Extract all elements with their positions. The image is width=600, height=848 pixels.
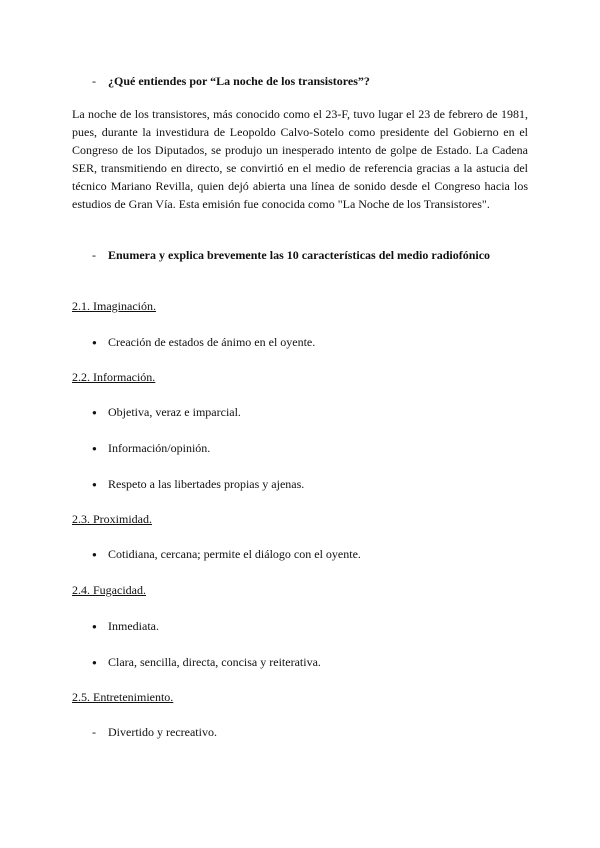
list-item <box>92 441 210 456</box>
bullet-icon: ● <box>92 408 97 417</box>
section-heading-fugacidad: 2.4. Fugacidad. <box>72 583 146 597</box>
list-item <box>92 335 315 350</box>
section-heading-entretenimiento: 2.5. Entretenimiento. <box>72 690 174 704</box>
list-item-text: Objetiva, veraz e imparcial. <box>108 405 241 419</box>
section-heading-proximidad: 2.3. Proximidad. <box>72 512 152 526</box>
question-2 <box>92 248 490 263</box>
question-2-text: Enumera y explica brevemente las 10 características del medio radiofónico <box>108 248 491 262</box>
list-item <box>92 619 159 634</box>
bullet-icon: ● <box>92 622 97 631</box>
list-item-text: Cotidiana, cercana; permite el diálogo con el oyente. <box>108 547 361 561</box>
section-heading-informacion: 2.2. Información. <box>72 370 156 384</box>
section-heading-imaginacion: 2.1. Imaginación. <box>72 299 156 313</box>
list-item-text: Divertido y recreativo. <box>108 725 217 739</box>
question-1 <box>92 74 370 89</box>
bullet-icon: ● <box>92 658 97 667</box>
list-item <box>92 405 241 420</box>
bullet-icon: ● <box>92 338 97 347</box>
bullet-icon: ● <box>92 480 97 489</box>
dash-marker: - <box>92 725 96 739</box>
bullet-icon: ● <box>92 550 97 559</box>
list-item <box>92 655 321 670</box>
list-item <box>92 477 304 492</box>
list-item-text: Clara, sencilla, directa, concisa y reiterativa. <box>108 655 321 669</box>
question-2-marker: - <box>92 248 96 262</box>
list-item <box>92 725 217 740</box>
answer-paragraph: La noche de los transistores, más conocido como el 23-F, tuvo lugar el 23 de febrero de 1981, pues, durante la investidura de Leopoldo Calvo-Sotelo como presidente del Gobierno en el Congreso de los Diputados, se produjo un inesperado intento de golpe de Estado. La Cadena SER, transmitiendo en directo, se convirtió en el medio de referencia gracias a la astucia del técnico Mariano Revilla, quien dejó abierta una línea de sonido desde el Congreso hacia los estudios de Gran Vía. Esta emisión fue conocida como "La Noche de los Transistores". <box>72 107 528 211</box>
question-1-text: ¿Qué entiendes por “La noche de los transistores”? <box>108 74 370 88</box>
list-item-text: Información/opinión. <box>108 441 211 455</box>
list-item-text: Creación de estados de ánimo en el oyente. <box>108 335 316 349</box>
list-item-text: Respeto a las libertades propias y ajenas. <box>108 477 305 491</box>
list-item <box>92 547 361 562</box>
bullet-icon: ● <box>92 444 97 453</box>
list-item-text: Inmediata. <box>108 619 159 633</box>
question-1-marker: - <box>92 74 96 88</box>
